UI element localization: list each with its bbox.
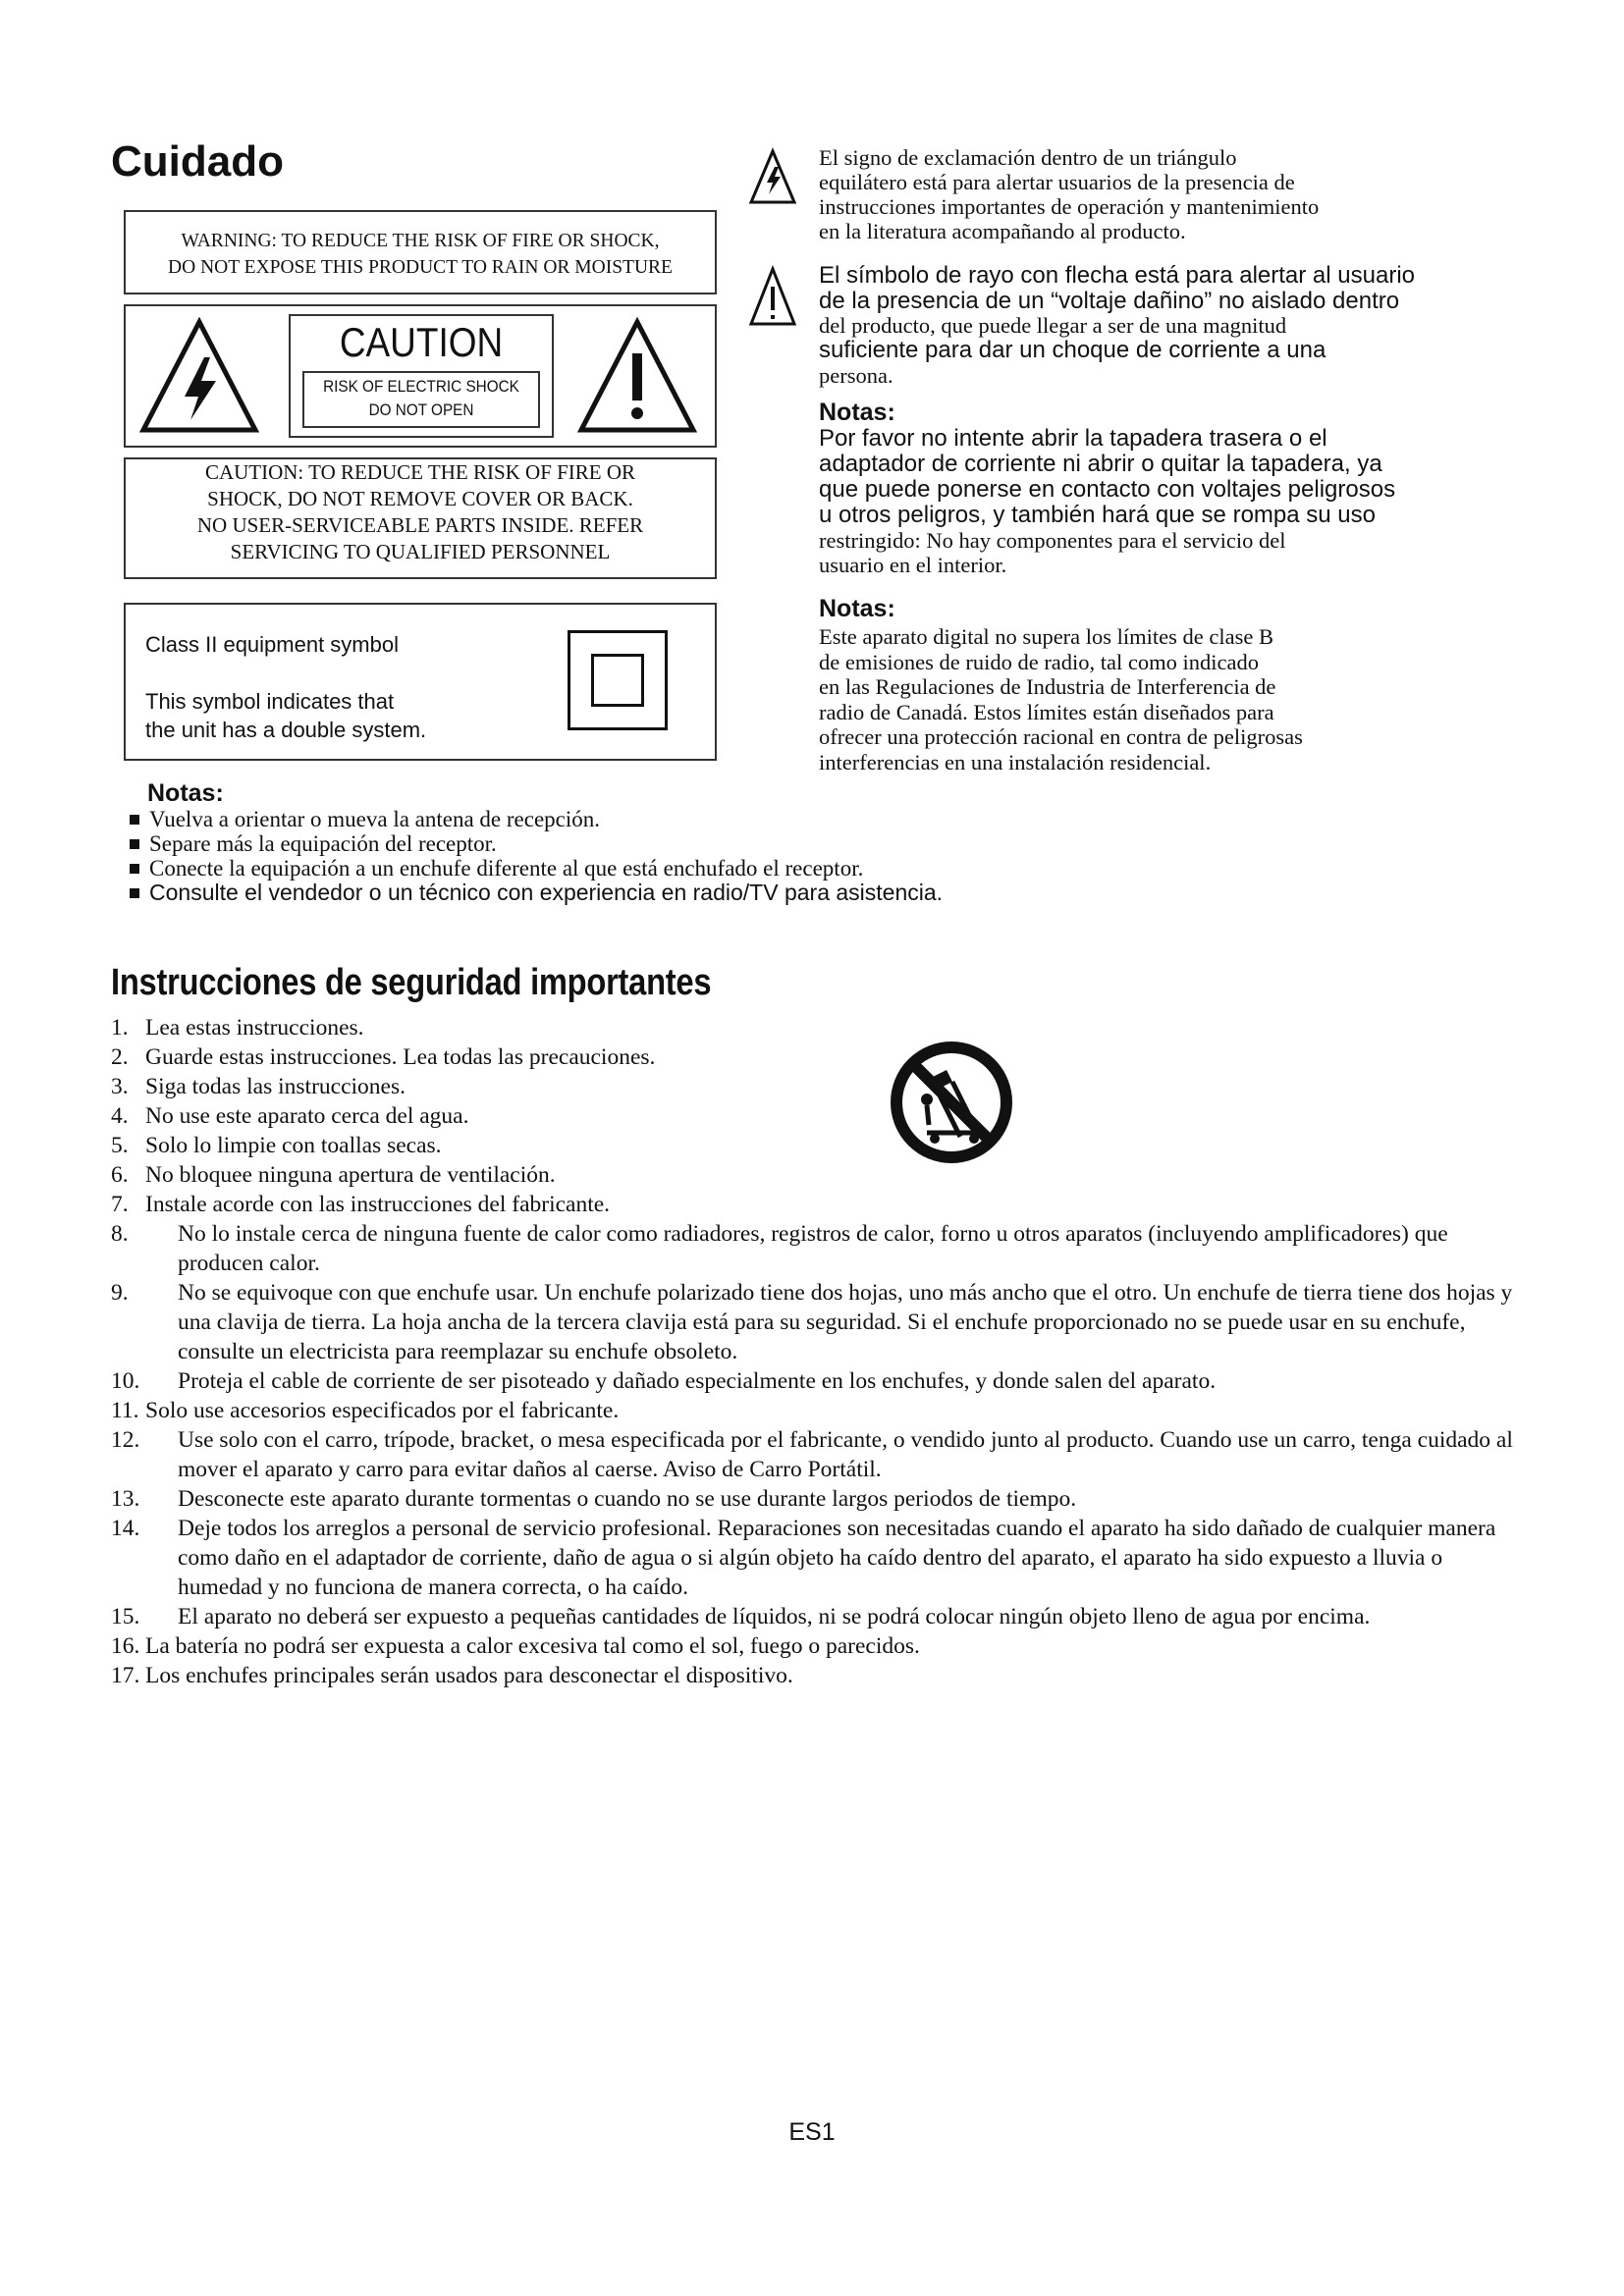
caution-label-line: DO NOT OPEN [368,400,474,419]
caution-box-line: SERVICING TO QUALIFIED PERSONNEL [230,540,611,563]
list-item: 6. No bloquee ninguna apertura de ventilación. [111,1162,556,1188]
exclamation-triangle-icon [577,316,697,436]
class2-line: the unit has a double system. [145,718,427,742]
caution-symbols-box [124,304,717,448]
list-item: 7. Instale acorde con las instrucciones del fabricante. [111,1192,611,1217]
warning-line: WARNING: TO REDUCE THE RISK OF FIRE OR SHOCK, [181,231,660,251]
list-item: 9. No se equivoque con que enchufe usar. Un enchufe polarizado tiene dos hojas, uno más ancho que el otro. Un enchufe de tierra tiene dos hojas y una clavija de tierra. La hoja ancha de la tercera clavija está para su seguridad. Si el enchufe proporcionado no se puede usar en su enchufe, consulte un electricista para reemplazar su enchufe obsoleto. [111,1280,1513,1364]
list-item: Separe más la equipación del receptor. [128,831,943,856]
list-item: Consulte el vendedor o un técnico con experiencia en radio/TV para asistencia. [128,881,943,905]
warning-box [124,210,717,294]
list-item: 4. No use este aparato cerca del agua. [111,1103,469,1129]
list-item: 3. Siga todas las instrucciones. [111,1074,406,1099]
list-item: 12. Use solo con el carro, trípode, bracket, o mesa especificada por el fabricante, o vendido junto al producto. Cuando use un carro, tenga cuidado al mover el aparato y carro para evitar daños al caerse. Aviso de Carro Portátil. [111,1427,1513,1482]
list-item: 16. La batería no podrá ser expuesta a calor excesiva tal como el sol, fuego o parecidos. [111,1633,920,1659]
class2-line: This symbol indicates that [145,689,395,714]
list-item: 10. Proteja el cable de corriente de ser pisoteado y dañado especialmente en los enchufes, y donde salen del aparato. [111,1368,1217,1394]
notes-title: Notas: [819,399,895,426]
lightning-text: El símbolo de rayo con flecha está para alertar al usuario de la presencia de un “voltaje dañino” no aislado dentro del producto, que puede llegar a ser de una magnitud suficiente para dar un choque de corriente a una persona. [819,262,1415,388]
notes-title: Notas: [819,595,895,622]
caution-box-line: CAUTION: TO REDUCE THE RISK OF FIRE OR [204,460,636,484]
warning-line: DO NOT EXPOSE THIS PRODUCT TO RAIN OR MOISTURE [168,257,673,278]
list-item: 2. Guarde estas instrucciones. Lea todas las precauciones. [111,1044,656,1070]
list-item: 15. El aparato no deberá ser expuesto a pequeñas cantidades de líquidos, ni se podrá colocar ningún objeto lleno de agua por encima. [111,1604,1371,1629]
caution-label-line: RISK OF ELECTRIC SHOCK [323,377,519,396]
list-item: 17. Los enchufes principales serán usados para desconectar el dispositivo. [111,1663,793,1688]
list-item: 1. Lea estas instrucciones. [111,1015,364,1041]
caution-label-inner [302,371,540,428]
page-number: ES1 [788,2118,836,2146]
class2-title: Class II equipment symbol [145,632,399,657]
exclamation-triangle-icon [748,265,797,330]
list-item: 11. Solo use accesorios especificados por el fabricante. [111,1398,620,1423]
caution-box-line: NO USER-SERVICEABLE PARTS INSIDE. REFER [196,513,644,537]
instructions-list [111,1013,1515,1690]
class2-box [124,603,717,761]
caution-box-line: SHOCK, DO NOT REMOVE COVER OR BACK. [207,487,633,510]
exclamation-text: El signo de exclamación dentro de un triángulo equilátero está para alertar usuarios de la presencia de instrucciones importantes de operación y mantenimiento en la literatura acompañando al producto. [819,145,1320,243]
list-item: 13. Desconecte este aparato durante tormentas o cuando no se use durante largos periodos de tiempo. [111,1486,1077,1512]
caution-label-title: CAUTION [339,319,504,365]
list-item: Vuelva a orientar o mueva la antena de recepción. [128,807,943,831]
exclamation-triangle-icon [748,145,797,208]
list-item: Conecte la equipación a un enchufe diferente al que está enchufado el receptor. [128,856,943,881]
notes-bullet-list [128,807,943,905]
caution-box [124,457,717,579]
lightning-triangle-icon [139,316,259,436]
caution-label [289,314,554,438]
notes-text: Por favor no intente abrir la tapadera trasera o el adaptador de corriente ni abrir o quitar la tapadera, ya que puede ponerse en contacto con voltajes peligrosos u otros peligros, y también hará que se rompa su uso restringido: No hay componentes para el servicio del usuario en el interior. [819,425,1396,577]
page-title: Cuidado [111,137,284,186]
list-item: 5. Solo lo limpie con toallas secas. [111,1133,442,1158]
notes-title: Notas: [147,779,224,807]
list-item: 8. No lo instale cerca de ninguna fuente de calor como radiadores, registros de calor, forno u otros aparatos (incluyendo amplificadores) que producen calor. [111,1221,1448,1276]
section-heading: Instrucciones de seguridad importantes [111,962,712,1003]
list-item: 14. Deje todos los arreglos a personal de servicio profesional. Reparaciones son necesitadas cuando el aparato ha sido dañado de cualquier manera como daño en el adaptador de corriente, daño de agua o si algún objeto ha caído dentro del aparato, el aparato ha sido expuesto a lluvia o humedad y no funciona de manera correcta, o ha caído. [111,1516,1496,1600]
class2-symbol-icon [568,630,668,730]
notes-text: Este aparato digital no supera los límites de clase B de emisiones de ruido de radio, tal como indicado en las Regulaciones de Industria de Interferencia de radio de Canadá. Estos límites están diseñados para ofrecer una protección racional en contra de peligrosas interferencias en una instalación residencial. [819,624,1303,774]
